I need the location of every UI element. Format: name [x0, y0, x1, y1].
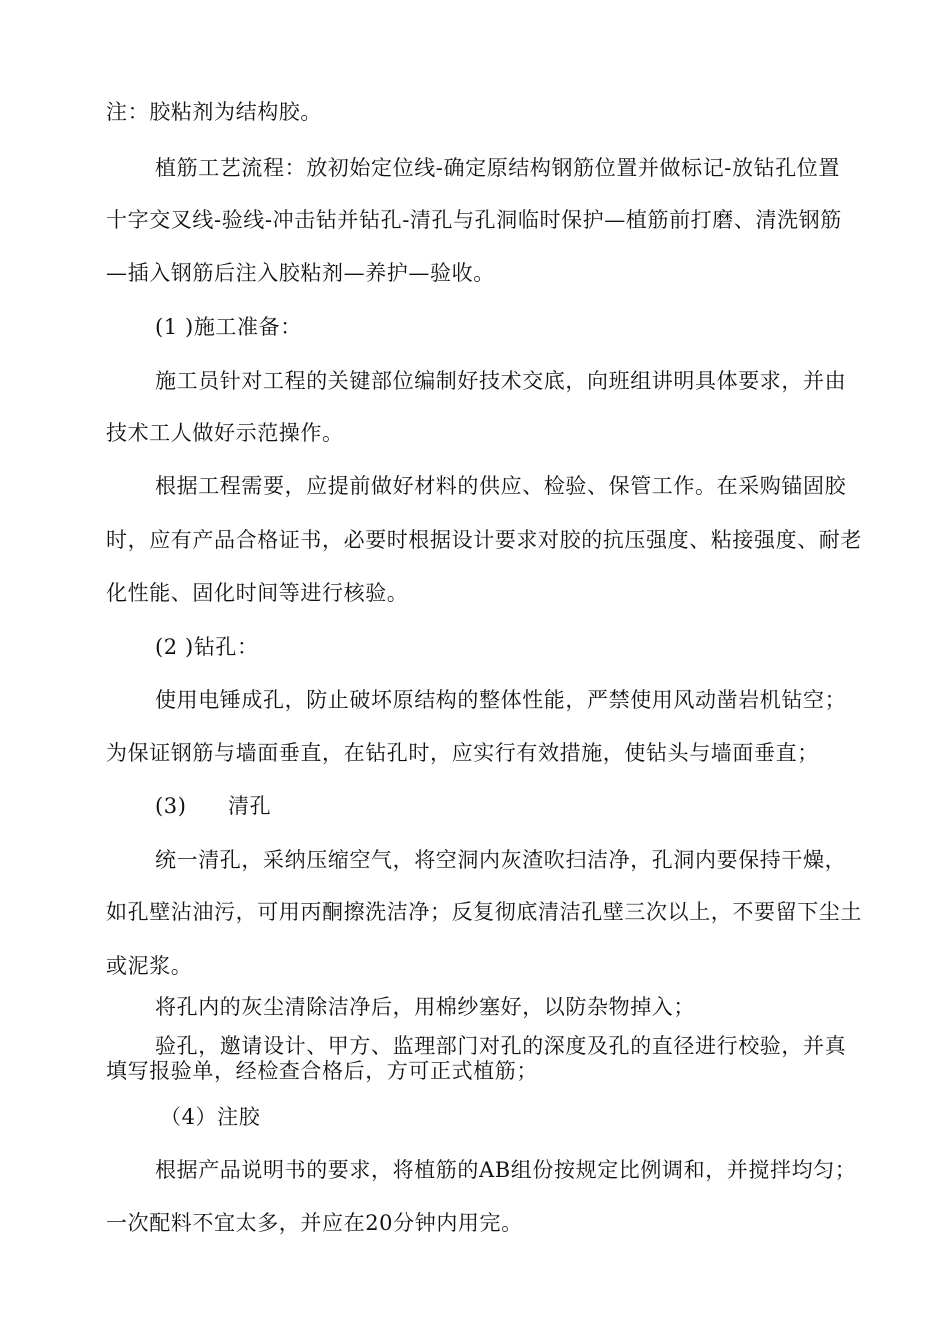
- sec3-p1-line-1: 统一清孔，采纳压缩空气，将空洞内灰渣吹扫洁净，孔洞内要保持干燥，: [155, 848, 847, 872]
- sec2-p1-line-2: 为保证钢筋与墙面垂直，在钻孔时，应实行有效措施，使钻头与墙面垂直；: [106, 741, 819, 765]
- process-line-3: —插入钢筋后注入胶粘剂—养护—验收。: [106, 261, 495, 285]
- sec3-p1-line-3: 或泥浆。: [106, 954, 193, 978]
- section-3-number: (3): [155, 794, 187, 818]
- note-line: 注：胶粘剂为结构胶。: [106, 100, 322, 124]
- process-line-1: 植筋工艺流程：放初始定位线-确定原结构钢筋位置并做标记-放钻孔位置: [155, 156, 840, 180]
- section-2-heading: (2 )钻孔：: [155, 635, 259, 659]
- sec1-p2-line-3: 化性能、固化时间等进行核验。: [106, 581, 409, 605]
- sec3-p2-line: 将孔内的灰尘清除洁净后，用棉纱塞好，以防杂物掉入；: [155, 995, 695, 1019]
- sec2-p1-line-1: 使用电锤成孔，防止破坏原结构的整体性能，严禁使用风动凿岩机钻空；: [155, 688, 847, 712]
- sec1-p2-line-2: 时，应有产品合格证书，必要时根据设计要求对胶的抗压强度、粘接强度、耐老: [106, 528, 862, 552]
- sec4-p1-line-2: 一次配料不宜太多，并应在20分钟内用完。: [106, 1211, 523, 1235]
- section-4-heading: （4）注胶: [160, 1105, 261, 1129]
- sec4-p1-line-1: 根据产品说明书的要求，将植筋的AB组份按规定比例调和，并搅拌均匀；: [155, 1158, 857, 1182]
- sec3-p3-line-1: 验孔，邀请设计、甲方、监理部门对孔的深度及孔的直径进行校验，并真: [155, 1034, 847, 1058]
- section-3-title: 清孔: [228, 794, 272, 818]
- section-1-heading: (1 )施工准备：: [155, 315, 302, 339]
- sec1-p1-line-2: 技术工人做好示范操作。: [106, 421, 344, 445]
- sec1-p1-line-1: 施工员针对工程的关键部位编制好技术交底，向班组讲明具体要求，并由: [155, 369, 847, 393]
- process-line-2: 十字交叉线-验线-冲击钻并钻孔-清孔与孔洞临时保护—植筋前打磨、清洗钢筋: [106, 208, 842, 232]
- sec3-p3-line-2: 填写报验单，经检查合格后，方可正式植筋；: [106, 1059, 538, 1083]
- sec1-p2-line-1: 根据工程需要，应提前做好材料的供应、检验、保管工作。在采购锚固胶: [155, 474, 847, 498]
- sec3-p1-line-2: 如孔壁沾油污，可用丙酮擦洗洁净；反复彻底清洁孔壁三次以上，不要留下尘土: [106, 900, 862, 924]
